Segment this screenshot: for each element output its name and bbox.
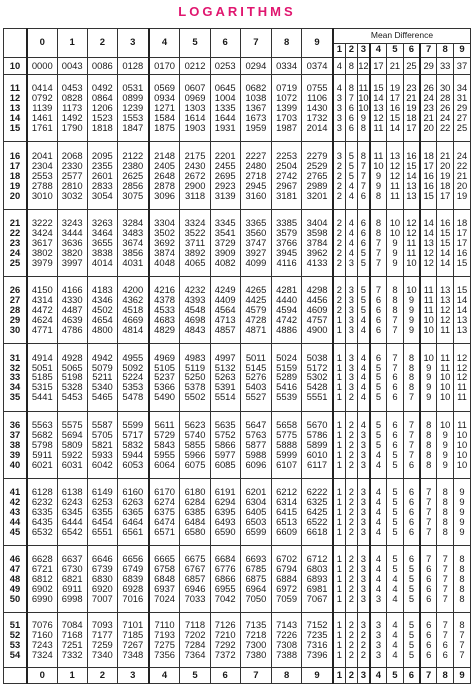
- log-value-cell: 5563 5682 5798 5911 6021: [27, 411, 57, 478]
- md-header-5: 5: [387, 43, 404, 58]
- log-value-cell: 6201 6304 6405 6503 6599: [240, 478, 271, 545]
- row-number-cell: 21 22 23 24 25: [4, 209, 27, 276]
- row-number-cell: 51 52 53 54: [4, 613, 27, 668]
- log-value-cell: 6212 6314 6415 6513 6609: [272, 478, 302, 545]
- column-header-9: 9: [302, 29, 333, 58]
- mean-diff-cell: 4: [333, 58, 345, 75]
- log-value-cell: 6693 6785 6875 6964 7050: [240, 546, 271, 613]
- log-value-cell: 2227 2480 2718 2945 3160: [240, 142, 271, 209]
- md-header-3: 3: [358, 43, 370, 58]
- mean-diff-cell: 3 3 3 3 3: [358, 546, 370, 613]
- log-value-cell: 0374: [302, 58, 333, 75]
- log-value-cell: 3365 3560 3747 3927 4099: [240, 209, 271, 276]
- footer-cell-1: 0: [27, 668, 57, 684]
- log-value-cell: 5024 5159 5289 5416 5539: [272, 344, 302, 411]
- mean-diff-cell: 1 1 1 1 1: [333, 478, 345, 545]
- log-value-cell: 4928 5065 5198 5328 5453: [57, 344, 87, 411]
- mean-diff-cell: 8 8 8 8 7: [403, 344, 420, 411]
- log-value-cell: 0414 0792 1139 1461 1761: [27, 75, 57, 142]
- log-value-cell: 2253 2504 2742 2967 3181: [272, 142, 302, 209]
- log-value-cell: 0086: [87, 58, 117, 75]
- log-value-cell: 0607 0969 1303 1614 1903: [180, 75, 210, 142]
- table-row: [4, 142, 471, 209]
- mean-diff-cell: 4 4 4 4 4: [358, 344, 370, 411]
- mean-diff-cell: 1 1 1 1 1: [333, 546, 345, 613]
- md-header-2: 2: [345, 43, 357, 58]
- mean-diff-cell: 12: [358, 58, 370, 75]
- mean-diff-cell: 2 2 2 1 1: [333, 277, 345, 344]
- mean-diff-cell: 10 9 9 9 9: [420, 344, 437, 411]
- column-header-1: 1: [57, 29, 87, 58]
- table-row: [4, 277, 471, 344]
- md-header-8: 8: [437, 43, 454, 58]
- mean-diff-cell: 11 10 9 9 8: [370, 142, 387, 209]
- log-value-cell: 5587 5705 5821 5933 6042: [87, 411, 117, 478]
- mean-diff-cell: 5 5 5 5: [403, 613, 420, 668]
- row-number-cell: 11 12 13 14 15: [4, 75, 27, 142]
- log-value-cell: 6628 6721 6812 6902 6990: [27, 546, 57, 613]
- page-title: LOGARITHMS: [178, 4, 296, 19]
- footer-cell-11: 1: [333, 668, 345, 684]
- mean-diff-cell: 7 7 7 7 6: [403, 411, 420, 478]
- footer-cell-16: 6: [403, 668, 420, 684]
- mean-diff-cell: 3 3 3 3 3: [358, 478, 370, 545]
- column-header-4: 4: [149, 29, 180, 58]
- footer-cell-4: 3: [117, 668, 148, 684]
- log-value-cell: 7135 7218 7300 7380: [240, 613, 271, 668]
- mean-diff-cell: 10 9 9 9 9: [403, 277, 420, 344]
- log-value-cell: 5623 5740 5855 5966 6075: [180, 411, 210, 478]
- table-row: [4, 58, 471, 75]
- mean-diff-cell: 18 17 16 16 15: [420, 142, 437, 209]
- mean-diff-cell: 1 1 1 1: [333, 613, 345, 668]
- column-header-3: 3: [117, 29, 148, 58]
- row-number-cell: 31 32 33 34 35: [4, 344, 27, 411]
- log-value-cell: 0253: [210, 58, 240, 75]
- md-header-1: 1: [333, 43, 345, 58]
- mean-diff-cell: 21 20 19 18 17: [437, 142, 454, 209]
- mean-diff-cell: 15 14 14 13 13: [454, 277, 471, 344]
- log-value-cell: 7143 7226 7308 7388: [272, 613, 302, 668]
- log-value-cell: 7118 7202 7284 7364: [180, 613, 210, 668]
- log-value-cell: 0719 1072 1399 1703 1987: [272, 75, 302, 142]
- footer-cell-18: 8: [437, 668, 454, 684]
- log-value-cell: 5611 5729 5843 5955 6064: [149, 411, 180, 478]
- log-value-cell: 4955 5092 5224 5353 5478: [117, 344, 148, 411]
- log-value-cell: 0755 1106 1430 1732 2014: [302, 75, 333, 142]
- mean-diff-cell: 8: [345, 58, 357, 75]
- log-value-cell: 5599 5717 5832 5944 6053: [117, 411, 148, 478]
- row-number-cell: 16 17 18 19 20: [4, 142, 27, 209]
- mean-diff-cell: 4 4 4 4 3: [370, 546, 387, 613]
- mean-diff-cell: 4 3 3 3 3: [333, 75, 345, 142]
- mean-diff-cell: 8 8 8 7 7: [387, 277, 404, 344]
- mean-diff-cell: 6 5 5 5 5: [370, 344, 387, 411]
- log-value-cell: 3284 3483 3674 3856 4031: [117, 209, 148, 276]
- footer-n-cell: [4, 668, 27, 684]
- log-value-cell: 7101 7185 7267 7348: [117, 613, 148, 668]
- log-value-cell: 7084 7168 7251 7332: [57, 613, 87, 668]
- mean-diff-cell: 5 5 5 4 4: [345, 142, 357, 209]
- mean-diff-cell: 11 10 10 9 8: [358, 75, 370, 142]
- mean-diff-cell: 26 24 23 21 20: [420, 75, 437, 142]
- log-value-cell: 7152 7235 7316 7396: [302, 613, 333, 668]
- mean-diff-cell: 8 8 8 8 8: [437, 478, 454, 545]
- row-number-cell: 36 37 38 39 40: [4, 411, 27, 478]
- column-header-7: 7: [240, 29, 271, 58]
- mean-diff-cell: 2 2 2 2 2: [345, 478, 357, 545]
- log-value-cell: 5575 5694 5809 5922 6031: [57, 411, 87, 478]
- mean-diff-cell: 13 13 12 12 11: [437, 277, 454, 344]
- log-value-cell: 4166 4330 4487 4639 4786: [57, 277, 87, 344]
- log-value-cell: 4200 4362 4518 4669 4814: [117, 277, 148, 344]
- mean-diff-cell: 13 12 12 11 11: [387, 142, 404, 209]
- log-value-cell: 0170: [149, 58, 180, 75]
- footer-cell-12: 2: [345, 668, 357, 684]
- mean-diff-cell: 17: [370, 58, 387, 75]
- mean-diff-cell: 21: [387, 58, 404, 75]
- log-value-cell: 2041 2304 2553 2788 3010: [27, 142, 57, 209]
- mean-diff-cell: 16 15 14 13 13: [403, 142, 420, 209]
- log-value-cell: 2279 2529 2765 2989 3201: [302, 142, 333, 209]
- table-row: [4, 478, 471, 545]
- column-header-6: 6: [210, 29, 240, 58]
- mean-diff-cell: 30 28 26 24 22: [437, 75, 454, 142]
- row-number-cell: 46 47 48 49 50: [4, 546, 27, 613]
- mean-diff-cell: 6 6 6 6: [420, 613, 437, 668]
- mean-diff-cell: 14 14 13 12 12: [420, 209, 437, 276]
- mean-diff-cell: 8 7 7 7 6: [358, 142, 370, 209]
- mean-diff-cell: 8 8 7 7 7: [370, 209, 387, 276]
- log-value-cell: 4914 5051 5185 5315 5441: [27, 344, 57, 411]
- mean-diff-cell: 23 21 19 18 17: [403, 75, 420, 142]
- mean-diff-cell: 25: [403, 58, 420, 75]
- log-value-cell: 5658 5775 5888 5999 6107: [272, 411, 302, 478]
- mean-diff-cell: 2 2 2 2 2: [333, 209, 345, 276]
- log-value-cell: 2148 2405 2648 2878 3096: [149, 142, 180, 209]
- log-value-cell: 0043: [57, 58, 87, 75]
- footer-cell-8: 7: [240, 668, 271, 684]
- mean-diff-cell: 4 4 4 4: [387, 613, 404, 668]
- log-value-cell: 0645 1004 1335 1644 1931: [210, 75, 240, 142]
- log-value-cell: 6637 6730 6821 6911 6998: [57, 546, 87, 613]
- row-number-cell: 26 27 28 29 30: [4, 277, 27, 344]
- mean-diff-cell: 11 11 10 10 10: [437, 344, 454, 411]
- log-value-cell: 0212: [180, 58, 210, 75]
- mean-diff-cell: 8 7 6 6 6: [345, 75, 357, 142]
- log-value-cell: 6138 6243 6345 6444 6542: [57, 478, 87, 545]
- footer-cell-10: 9: [302, 668, 333, 684]
- log-value-cell: 0492 0864 1206 1523 1818: [87, 75, 117, 142]
- mean-diff-cell: 5 5 5 4 4: [358, 277, 370, 344]
- footer-cell-6: 5: [180, 668, 210, 684]
- mean-diff-cell: 3 3 3 3 3: [345, 277, 357, 344]
- mean-diff-cell: 2 2 2 2 2: [345, 411, 357, 478]
- log-value-cell: 3263 3464 3655 3838 4014: [87, 209, 117, 276]
- log-value-cell: 3222 3424 3617 3802 3979: [27, 209, 57, 276]
- log-value-cell: 3404 3598 3784 3962 4133: [302, 209, 333, 276]
- footer-cell-15: 5: [387, 668, 404, 684]
- log-value-cell: 3304 3502 3692 3874 4048: [149, 209, 180, 276]
- mean-diff-cell: 37: [454, 58, 471, 75]
- mean-diff-cell: 6 6 6 6 6: [403, 478, 420, 545]
- mean-diff-cell: 1 1 1 1 1: [333, 411, 345, 478]
- log-value-cell: 2095 2355 2601 2833 3054: [87, 142, 117, 209]
- log-value-cell: 2201 2455 2695 2923 3139: [210, 142, 240, 209]
- mean-diff-cell: 10 10 9 9 9: [387, 209, 404, 276]
- log-value-cell: 6656 6749 6839 6928 7016: [117, 546, 148, 613]
- log-value-cell: 2122 2380 2625 2856 3075: [117, 142, 148, 209]
- log-value-cell: 5670 5786 5899 6010 6117: [302, 411, 333, 478]
- mean-diff-cell: 6 6 6 5 5: [358, 209, 370, 276]
- log-value-cell: 7076 7160 7243 7324: [27, 613, 57, 668]
- footer-cell-17: 7: [420, 668, 437, 684]
- table-row: [4, 546, 471, 613]
- log-value-cell: 4983 5119 5250 5378 5502: [180, 344, 210, 411]
- column-header-8: 8: [272, 29, 302, 58]
- mean-diff-cell: 2 2 2 2 2: [345, 546, 357, 613]
- log-value-cell: 6160 6263 6365 6464 6561: [117, 478, 148, 545]
- log-value-cell: 5038 5172 5302 5428 5551: [302, 344, 333, 411]
- column-header-2: 2: [87, 29, 117, 58]
- logarithm-table: [3, 28, 471, 684]
- log-value-cell: 3345 3541 3729 3909 4082: [210, 209, 240, 276]
- footer-cell-2: 1: [57, 668, 87, 684]
- log-value-cell: 5635 5752 5866 5977 6085: [210, 411, 240, 478]
- footer-cell-19: 9: [454, 668, 471, 684]
- mean-diff-cell: 6 5 5 5 5: [403, 546, 420, 613]
- log-value-cell: 2175 2430 2672 2900 3118: [180, 142, 210, 209]
- log-value-cell: 6128 6232 6335 6435 6532: [27, 478, 57, 545]
- log-value-cell: 6665 6758 6848 6937 7024: [149, 546, 180, 613]
- mean-diff-cell: 7 6 6 6 6: [420, 546, 437, 613]
- mean-diff-cell: 12 12 12 11 11: [454, 344, 471, 411]
- log-value-cell: 4216 4378 4533 4683 4829: [149, 277, 180, 344]
- md-header-6: 6: [403, 43, 420, 58]
- log-value-cell: 4150 4314 4472 4624 4771: [27, 277, 57, 344]
- log-value-cell: 6191 6294 6395 6493 6590: [210, 478, 240, 545]
- log-value-cell: 7110 7193 7275 7356: [149, 613, 180, 668]
- md-header-4: 4: [370, 43, 387, 58]
- mean-diff-cell: 7 7 6 6: [437, 613, 454, 668]
- table-row: [4, 344, 471, 411]
- mean-diff-cell: 3 3 3 3 2: [345, 344, 357, 411]
- mean-diff-cell: 4 3 3 3 3: [358, 411, 370, 478]
- log-value-cell: 6180 6284 6385 6484 6580: [180, 478, 210, 545]
- footer-cell-9: 8: [272, 668, 302, 684]
- mean-diff-cell: 19 17 16 15 14: [387, 75, 404, 142]
- mean-diff-cell: 7 7 7 7 7: [420, 478, 437, 545]
- log-value-cell: 4232 4393 4548 4698 4843: [180, 277, 210, 344]
- log-value-cell: 6222 6325 6425 6522 6618: [302, 478, 333, 545]
- mean-diff-cell: 7 7 6 6 6: [387, 344, 404, 411]
- mean-diff-cell: 8 7 7 7: [454, 613, 471, 668]
- mean-diff-cell: 11 11 11 10 10: [420, 277, 437, 344]
- log-value-cell: 3324 3522 3711 3892 4065: [180, 209, 210, 276]
- log-value-cell: 6149 6253 6355 6454 6551: [87, 478, 117, 545]
- md-header-7: 7: [420, 43, 437, 58]
- mean-diff-cell: 5 5 4 4 4: [387, 546, 404, 613]
- log-value-cell: 6675 6767 6857 6946 7033: [180, 546, 210, 613]
- md-header-9: 9: [454, 43, 471, 58]
- column-header-0: 0: [27, 29, 57, 58]
- mean-diff-cell: 7 7 7 7 7: [437, 546, 454, 613]
- mean-diff-cell: 4 4 4 4 3: [345, 209, 357, 276]
- log-value-cell: 6170 6274 6375 6474 6571: [149, 478, 180, 545]
- mean-diff-cell: 24 22 21 20 19: [454, 142, 471, 209]
- log-value-cell: 6702 6794 6884 6972 7059: [272, 546, 302, 613]
- log-value-cell: 4281 4440 4594 4742 4886: [272, 277, 302, 344]
- log-value-cell: 7126 7210 7292 7372: [210, 613, 240, 668]
- mean-diff-cell: 9 9 9 9 9: [454, 478, 471, 545]
- log-value-cell: 0334: [272, 58, 302, 75]
- table-row: [4, 209, 471, 276]
- log-value-cell: 5011 5145 5276 5403 5527: [240, 344, 271, 411]
- log-value-cell: 7093 7177 7259 7340: [87, 613, 117, 668]
- mean-diff-cell: 8 8 8 8 8: [420, 411, 437, 478]
- log-value-cell: 4298 4456 4609 4757 4900: [302, 277, 333, 344]
- mean-diff-cell: 3 3 3 3: [370, 613, 387, 668]
- footer-cell-5: 4: [149, 668, 180, 684]
- mean-diff-cell: 2 2 2 2: [345, 613, 357, 668]
- mean-diff-cell: 29: [420, 58, 437, 75]
- table-row: [4, 411, 471, 478]
- log-value-cell: 6684 6776 6866 6955 7042: [210, 546, 240, 613]
- mean-diff-cell: 15 14 13 12 11: [370, 75, 387, 142]
- log-value-cell: 0128: [117, 58, 148, 75]
- log-value-cell: 2068 2330 2577 2810 3032: [57, 142, 87, 209]
- mean-diff-cell: 16 15 15 14 14: [437, 209, 454, 276]
- table-row: [4, 613, 471, 668]
- mean-diff-cell: 12 12 11 11 10: [403, 209, 420, 276]
- table-row: [4, 75, 471, 142]
- header-n-cell: [4, 29, 27, 58]
- log-value-cell: 0682 1038 1367 1673 1959: [240, 75, 271, 142]
- log-value-cell: 3385 3579 3766 3945 4116: [272, 209, 302, 276]
- mean-difference-header: Mean Difference: [333, 29, 471, 44]
- log-value-cell: 0000: [27, 58, 57, 75]
- footer-cell-7: 6: [210, 668, 240, 684]
- log-value-cell: 4249 4409 4564 4713 4857: [210, 277, 240, 344]
- log-value-cell: 0294: [240, 58, 271, 75]
- log-value-cell: 4997 5132 5263 5391 5514: [210, 344, 240, 411]
- log-value-cell: 3243 3444 3636 3820 3997: [57, 209, 87, 276]
- mean-diff-cell: 18 17 17 16 15: [454, 209, 471, 276]
- mean-diff-cell: 7 6 6 6 6: [370, 277, 387, 344]
- row-number-cell: 10: [4, 58, 27, 75]
- mean-diff-cell: 5 5 5 5 5: [387, 478, 404, 545]
- log-value-cell: 4265 4425 4579 4728 4871: [240, 277, 271, 344]
- mean-diff-cell: 4 4 4 4 4: [370, 478, 387, 545]
- log-value-cell: 6646 6739 6830 6920 7007: [87, 546, 117, 613]
- log-value-cell: 0531 0899 1239 1553 1847: [117, 75, 148, 142]
- mean-diff-cell: 8 8 8 8 8: [454, 546, 471, 613]
- mean-diff-cell: 1 1 1 1 1: [333, 344, 345, 411]
- mean-diff-cell: 34 31 29 27 25: [454, 75, 471, 142]
- log-value-cell: 0569 0934 1271 1584 1875: [149, 75, 180, 142]
- log-value-cell: 0453 0828 1173 1492 1790: [57, 75, 87, 142]
- log-value-cell: 4942 5079 5211 5340 5465: [87, 344, 117, 411]
- log-value-cell: 6712 6803 6893 6981 7067: [302, 546, 333, 613]
- log-value-cell: 4969 5105 5237 5366 5490: [149, 344, 180, 411]
- mean-diff-cell: 33: [437, 58, 454, 75]
- column-header-5: 5: [180, 29, 210, 58]
- mean-diff-cell: 11 10 10 10 10: [454, 411, 471, 478]
- footer-cell-14: 4: [370, 668, 387, 684]
- mean-diff-cell: 6 6 6 5 5: [387, 411, 404, 478]
- mean-diff-cell: 10 9 9 9 9: [437, 411, 454, 478]
- log-value-cell: 4183 4346 4502 4654 4800: [87, 277, 117, 344]
- mean-diff-cell: 3 2 2 2: [358, 613, 370, 668]
- footer-cell-13: 3: [358, 668, 370, 684]
- mean-diff-cell: 3 2 2 2 2: [333, 142, 345, 209]
- footer-cell-3: 2: [87, 668, 117, 684]
- mean-diff-cell: 5 5 5 4 4: [370, 411, 387, 478]
- log-value-cell: 5647 5763 5877 5988 6096: [240, 411, 271, 478]
- row-number-cell: 41 42 43 44 45: [4, 478, 27, 545]
